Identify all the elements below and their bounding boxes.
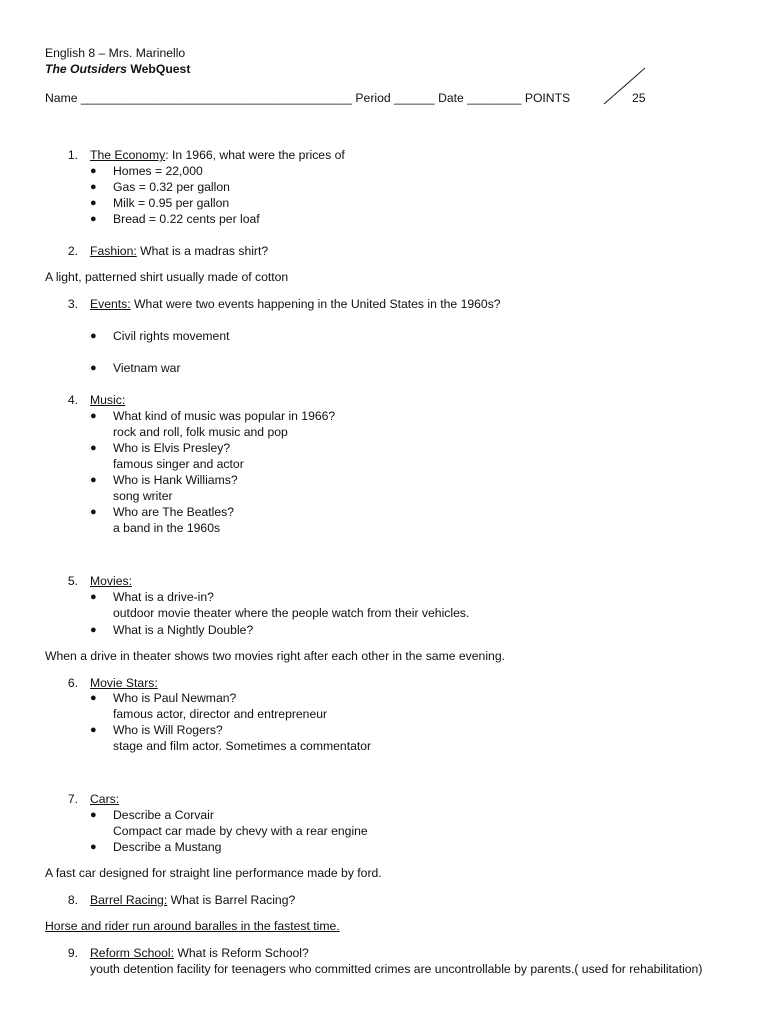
answer-text: Compact car made by chevy with a rear engine <box>113 824 368 838</box>
question-number: 4. <box>67 393 78 407</box>
question-topic: Movie Stars: <box>90 676 158 690</box>
list-item: Milk = 0.95 per gallon <box>113 196 230 210</box>
list-item: Vietnam war <box>113 361 181 375</box>
bullet-icon: ● <box>90 442 97 454</box>
answer-text: Horse and rider run around baralles in the fastest time. <box>45 919 340 933</box>
bullet-icon: ● <box>90 841 97 853</box>
bullet-icon: ● <box>90 213 97 225</box>
question-number: 6. <box>67 676 78 690</box>
question-topic: Movies: <box>90 574 132 588</box>
question-topic: Reform School: <box>90 946 174 960</box>
question-number: 3. <box>67 297 78 311</box>
bullet-icon: ● <box>90 165 97 177</box>
question-topic: Music: <box>90 393 126 407</box>
bullet-icon: ● <box>90 181 97 193</box>
bullet-icon: ● <box>90 591 97 603</box>
sub-question: Who is Elvis Presley? <box>113 441 231 455</box>
question-1 <box>90 147 345 163</box>
question-number: 2. <box>67 244 78 258</box>
list-item: Homes = 22,000 <box>113 164 203 178</box>
bullet-icon: ● <box>90 474 97 486</box>
question-topic: Barrel Racing: <box>90 893 168 907</box>
sub-question: Who is Paul Newman? <box>113 691 237 705</box>
question-prompt: : In 1966, what were the prices of <box>165 148 345 162</box>
answer-text: A fast car designed for straight line performance made by ford. <box>45 866 382 880</box>
question-8 <box>90 892 295 908</box>
sub-question: What is a Nightly Double? <box>113 623 254 637</box>
question-prompt: What is a madras shirt? <box>136 244 269 258</box>
question-number: 8. <box>67 893 78 907</box>
sub-question: Who is Hank Williams? <box>113 473 238 487</box>
points-total: 25 <box>632 91 646 105</box>
name-period-date-line: Name ________________________________________ Period ______ Date ________ POINTS <box>45 91 571 105</box>
sub-question: Describe a Corvair <box>113 808 214 822</box>
answer-text: A light, patterned shirt usually made of cotton <box>45 270 289 284</box>
sub-question: What kind of music was popular in 1966? <box>113 409 336 423</box>
question-topic: Fashion: <box>90 244 137 258</box>
question-9 <box>90 945 309 961</box>
answer-text: song writer <box>113 489 173 503</box>
bullet-icon: ● <box>90 624 97 636</box>
sub-question: Who are The Beatles? <box>113 505 235 519</box>
bullet-icon: ● <box>90 506 97 518</box>
sub-question: Who is Will Rogers? <box>113 723 223 737</box>
answer-text: outdoor movie theater where the people watch from their vehicles. <box>113 606 470 620</box>
sub-question: Describe a Mustang <box>113 840 222 854</box>
answer-text: famous actor, director and entrepreneur <box>113 707 328 721</box>
answer-text: rock and roll, folk music and pop <box>113 425 288 439</box>
bullet-icon: ● <box>90 724 97 736</box>
question-topic: The Economy <box>90 148 166 162</box>
question-prompt: What is Barrel Racing? <box>167 893 296 907</box>
question-prompt: What were two events happening in the United States in the 1960s? <box>130 297 501 311</box>
webquest-label: WebQuest <box>126 62 191 76</box>
question-topic: Cars: <box>90 792 120 806</box>
bullet-icon: ● <box>90 809 97 821</box>
answer-text: When a drive in theater shows two movies right after each other in the same evening. <box>45 649 505 663</box>
list-item: Civil rights movement <box>113 329 230 343</box>
bullet-icon: ● <box>90 692 97 704</box>
worksheet-title <box>45 61 190 77</box>
bullet-icon: ● <box>90 362 97 374</box>
answer-text: famous singer and actor <box>113 457 244 471</box>
book-title: The Outsiders <box>45 62 127 76</box>
answer-text: stage and film actor. Sometimes a commentator <box>113 739 372 753</box>
question-number: 5. <box>67 574 78 588</box>
question-2 <box>90 243 268 259</box>
course-line: English 8 – Mrs. Marinello <box>45 46 186 60</box>
question-3 <box>90 296 501 312</box>
question-number: 7. <box>67 792 78 806</box>
list-item: Gas = 0.32 per gallon <box>113 180 230 194</box>
sub-question: What is a drive-in? <box>113 590 214 604</box>
answer-text: youth detention facility for teenagers who committed crimes are uncontrollable by parents.( used for rehabilitation) <box>90 962 703 976</box>
bullet-icon: ● <box>90 410 97 422</box>
question-prompt: What is Reform School? <box>174 946 309 960</box>
answer-text: a band in the 1960s <box>113 521 221 535</box>
bullet-icon: ● <box>90 197 97 209</box>
question-number: 1. <box>67 148 78 162</box>
list-item: Bread = 0.22 cents per loaf <box>113 212 260 226</box>
question-topic: Events: <box>90 297 131 311</box>
bullet-icon: ● <box>90 330 97 342</box>
question-number: 9. <box>67 946 78 960</box>
